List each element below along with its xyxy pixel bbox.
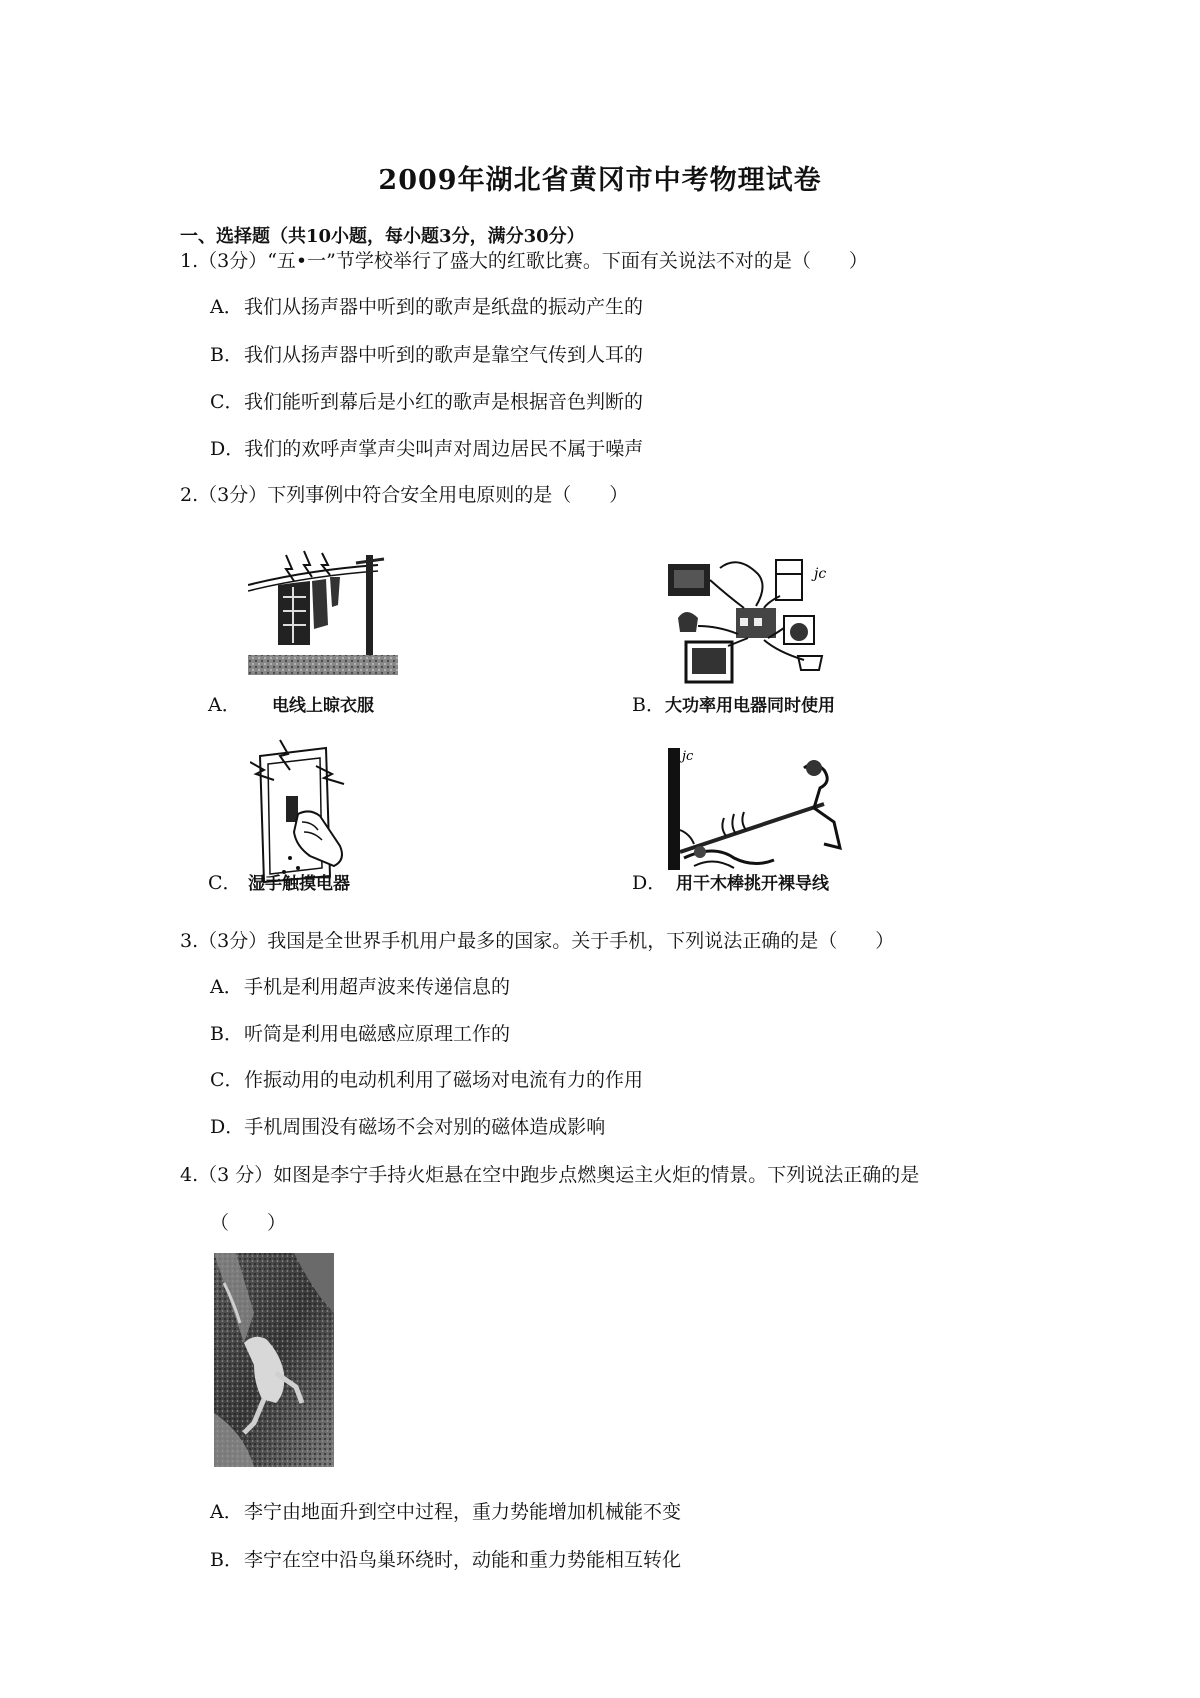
option-c-label: C． 湿手触摸电器: [208, 872, 350, 894]
page-title: 2009年湖北省黄冈市中考物理试卷: [378, 165, 822, 196]
question-4-stem: 4.（3 分）如图是李宁手持火炬悬在空中跑步点燃奥运主火炬的情景。下列说法正确的是: [180, 1164, 920, 1186]
option-a-label: A． 电线上晾衣服: [208, 694, 374, 716]
photo-li-ning-torch: [214, 1253, 334, 1467]
question-4-option-a: A．李宁由地面升到空中过程，重力势能增加机械能不变: [210, 1501, 682, 1523]
question-1-option-a: A．我们从扬声器中听到的歌声是纸盘的振动产生的: [210, 296, 644, 318]
jc-mark-b: jc: [814, 566, 827, 582]
question-3-option-d: D．手机周围没有磁场不会对别的磁体造成影响: [210, 1116, 606, 1138]
section-heading: 一、选择题（共10小题，每小题3分，满分30分）: [180, 226, 585, 247]
question-3-option-c: C．作振动用的电动机利用了磁场对电流有力的作用: [210, 1069, 644, 1091]
figure-many-appliances: [668, 556, 838, 691]
option-d-label: D． 用干木棒挑开裸导线: [632, 872, 829, 894]
jc-mark-d: jc: [682, 749, 694, 764]
figure-wet-hand-switch: [250, 736, 360, 886]
question-1-option-d: D．我们的欢呼声掌声尖叫声对周边居民不属于噪声: [210, 438, 644, 460]
question-2-stem: 2.（3分）下列事例中符合安全用电原则的是（ ）: [180, 484, 629, 506]
question-4-stem-bracket: （ ）: [210, 1212, 287, 1234]
question-4-option-b: B．李宁在空中沿鸟巢环绕时，动能和重力势能相互转化: [210, 1549, 682, 1571]
question-1-option-c: C．我们能听到幕后是小红的歌声是根据音色判断的: [210, 391, 644, 413]
question-3-stem: 3.（3分）我国是全世界手机用户最多的国家。关于手机，下列说法正确的是（ ）: [180, 930, 895, 952]
question-1-option-b: B．我们从扬声器中听到的歌声是靠空气传到人耳的: [210, 344, 644, 366]
question-3-option-a: A．手机是利用超声波来传递信息的: [210, 976, 511, 998]
question-1-stem: 1.（3分）“五•一”节学校举行了盛大的红歌比赛。下面有关说法不对的是（ ）: [180, 250, 868, 272]
option-b-label: B．大功率用电器同时使用: [632, 694, 835, 716]
figure-clothes-on-wire: [248, 545, 398, 675]
figure-wooden-stick-wire: [664, 748, 844, 878]
question-3-option-b: B．听筒是利用电磁感应原理工作的: [210, 1023, 511, 1045]
